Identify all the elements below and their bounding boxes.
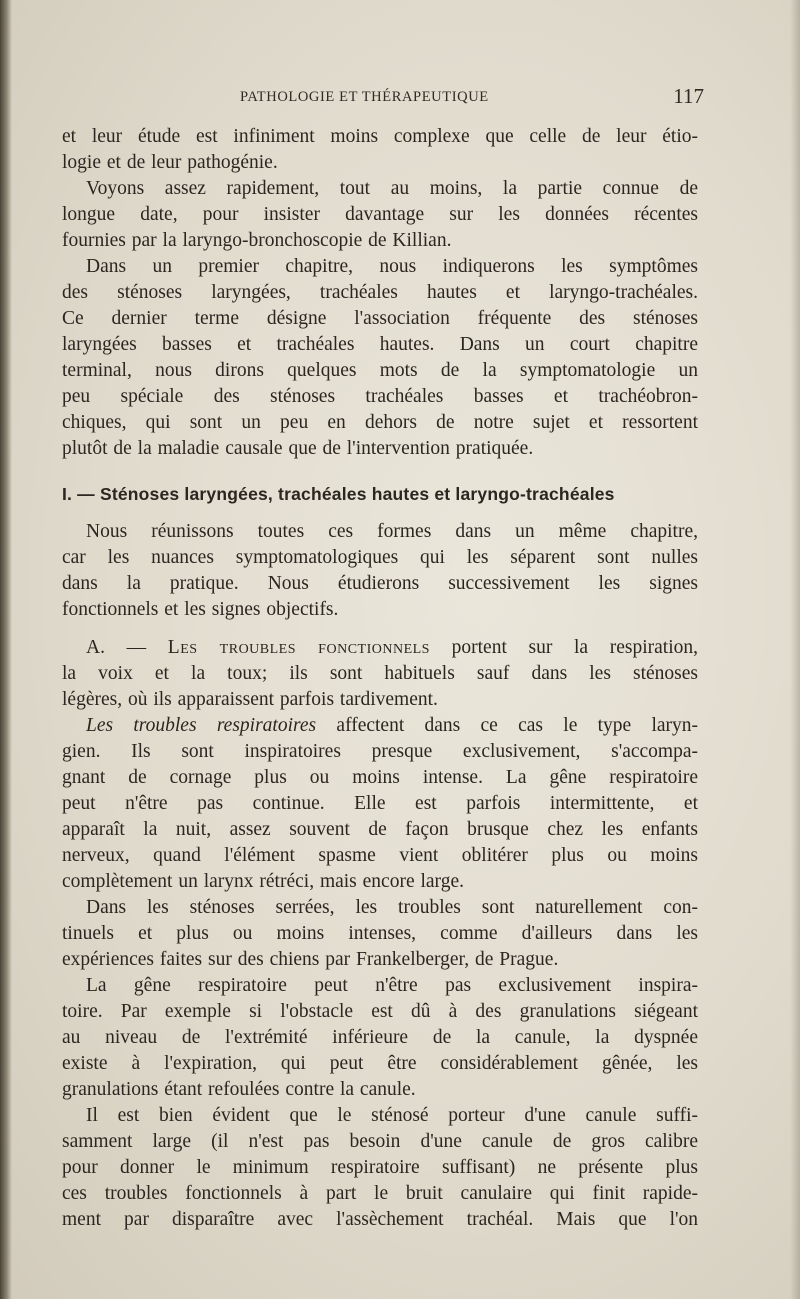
text-line: toire. Par exemple si l'obstacle est dû à des granulations siégeant (62, 1001, 698, 1022)
text-line: existe à l'expiration, qui peut être considérablement gênée, les (62, 1053, 698, 1074)
text-line (62, 713, 698, 739)
text-line: fournies par la laryngo-bronchoscopie de Killian. (62, 230, 452, 251)
text-line: fonctionnels et les signes objectifs. (62, 599, 339, 620)
text-line (62, 635, 698, 661)
text-line: Il est bien évident que le sténosé porteur d'une canule suffi- (86, 1105, 698, 1126)
book-spine-shadow (0, 0, 12, 1299)
body-text (62, 124, 698, 1233)
text-line: tinuels et plus ou moins intenses, comme d'ailleurs dans les (62, 923, 698, 944)
text-line: terminal, nous dirons quelques mots de la symptomatologie un (62, 360, 698, 381)
text-line: plutôt de la maladie causale que de l'intervention pratiquée. (62, 438, 534, 459)
text-line: gien. Ils sont inspiratoires presque exclusivement, s'accompa- (62, 741, 698, 762)
text-line: ment par disparaître avec l'assèchement trachéal. Mais que l'on (62, 1209, 698, 1230)
text-line: logie et de leur pathogénie. (62, 152, 278, 173)
text-line: Ce dernier terme désigne l'association fréquente des sténoses (62, 308, 698, 329)
text-line: expériences faites sur des chiens par Frankelberger, de Prague. (62, 949, 559, 970)
text-line: gnant de cornage plus ou moins intense. La gêne respiratoire (62, 767, 698, 788)
text-line: la voix et la toux; ils sont habituels sauf dans les sténoses (62, 663, 698, 684)
text-line: Dans un premier chapitre, nous indiquerons les symptômes (86, 256, 698, 277)
running-head (0, 86, 800, 108)
page-number: 117 (673, 84, 704, 108)
running-title: PATHOLOGIE ET THÉRAPEUTIQUE (240, 89, 489, 105)
subsection-title: Les troubles fonctionnels (167, 637, 430, 658)
text-line: car les nuances symptomatologiques qui les séparent sont nulles (62, 547, 698, 568)
text-line: au niveau de l'extrémité inférieure de la canule, la dyspnée (62, 1027, 698, 1048)
text-line: nerveux, quand l'élément spasme vient oblitérer plus ou moins (62, 845, 698, 866)
text-line: légères, où ils apparaissent parfois tardivement. (62, 689, 438, 710)
text-line: et leur étude est infiniment moins complexe que celle de leur étio- (62, 126, 698, 147)
italic-term: Les troubles respiratoires (86, 715, 317, 736)
text-line: peut n'être pas continue. Elle est parfois intermittente, et (62, 793, 698, 814)
text-line: peu spéciale des sténoses trachéales basses et trachéobron- (62, 386, 698, 407)
text-line: chiques, qui sont un peu en dehors de notre sujet et ressortent (62, 412, 698, 433)
text-line: complètement un larynx rétréci, mais encore large. (62, 871, 464, 892)
text-line: Dans les sténoses serrées, les troubles sont naturellement con- (86, 897, 698, 918)
section-heading: I. — Sténoses laryngées, trachéales hautes et laryngo-trachéales (62, 484, 615, 504)
text-line: Nous réunissons toutes ces formes dans un même chapitre, (86, 521, 698, 542)
text-line: des sténoses laryngées, trachéales hautes et laryngo-trachéales. (62, 282, 698, 303)
text-line: ces troubles fonctionnels à part le bruit canulaire qui finit rapide- (62, 1183, 698, 1204)
text-line: longue date, pour insister davantage sur les données récentes (62, 204, 698, 225)
text-line: dans la pratique. Nous étudierons successivement les signes (62, 573, 698, 594)
page-edge-shadow (790, 0, 800, 1299)
text-line: pour donner le minimum respiratoire suffisant) ne présente plus (62, 1157, 698, 1178)
text-line: Voyons assez rapidement, tout au moins, la partie connue de (86, 178, 698, 199)
text-line: laryngées basses et trachéales hautes. Dans un court chapitre (62, 334, 698, 355)
text-line: apparaît la nuit, assez souvent de façon brusque chez les enfants (62, 819, 698, 840)
text-line: samment large (il n'est pas besoin d'une canule de gros calibre (62, 1131, 698, 1152)
text-fragment: affectent dans ce cas le type laryn- (316, 715, 699, 736)
text-line: granulations étant refoulées contre la canule. (62, 1079, 416, 1100)
subsection-label: A. — (86, 637, 168, 658)
text-fragment: portent sur la respiration, (429, 637, 698, 658)
text-line: La gêne respiratoire peut n'être pas exclusivement inspira- (86, 975, 698, 996)
